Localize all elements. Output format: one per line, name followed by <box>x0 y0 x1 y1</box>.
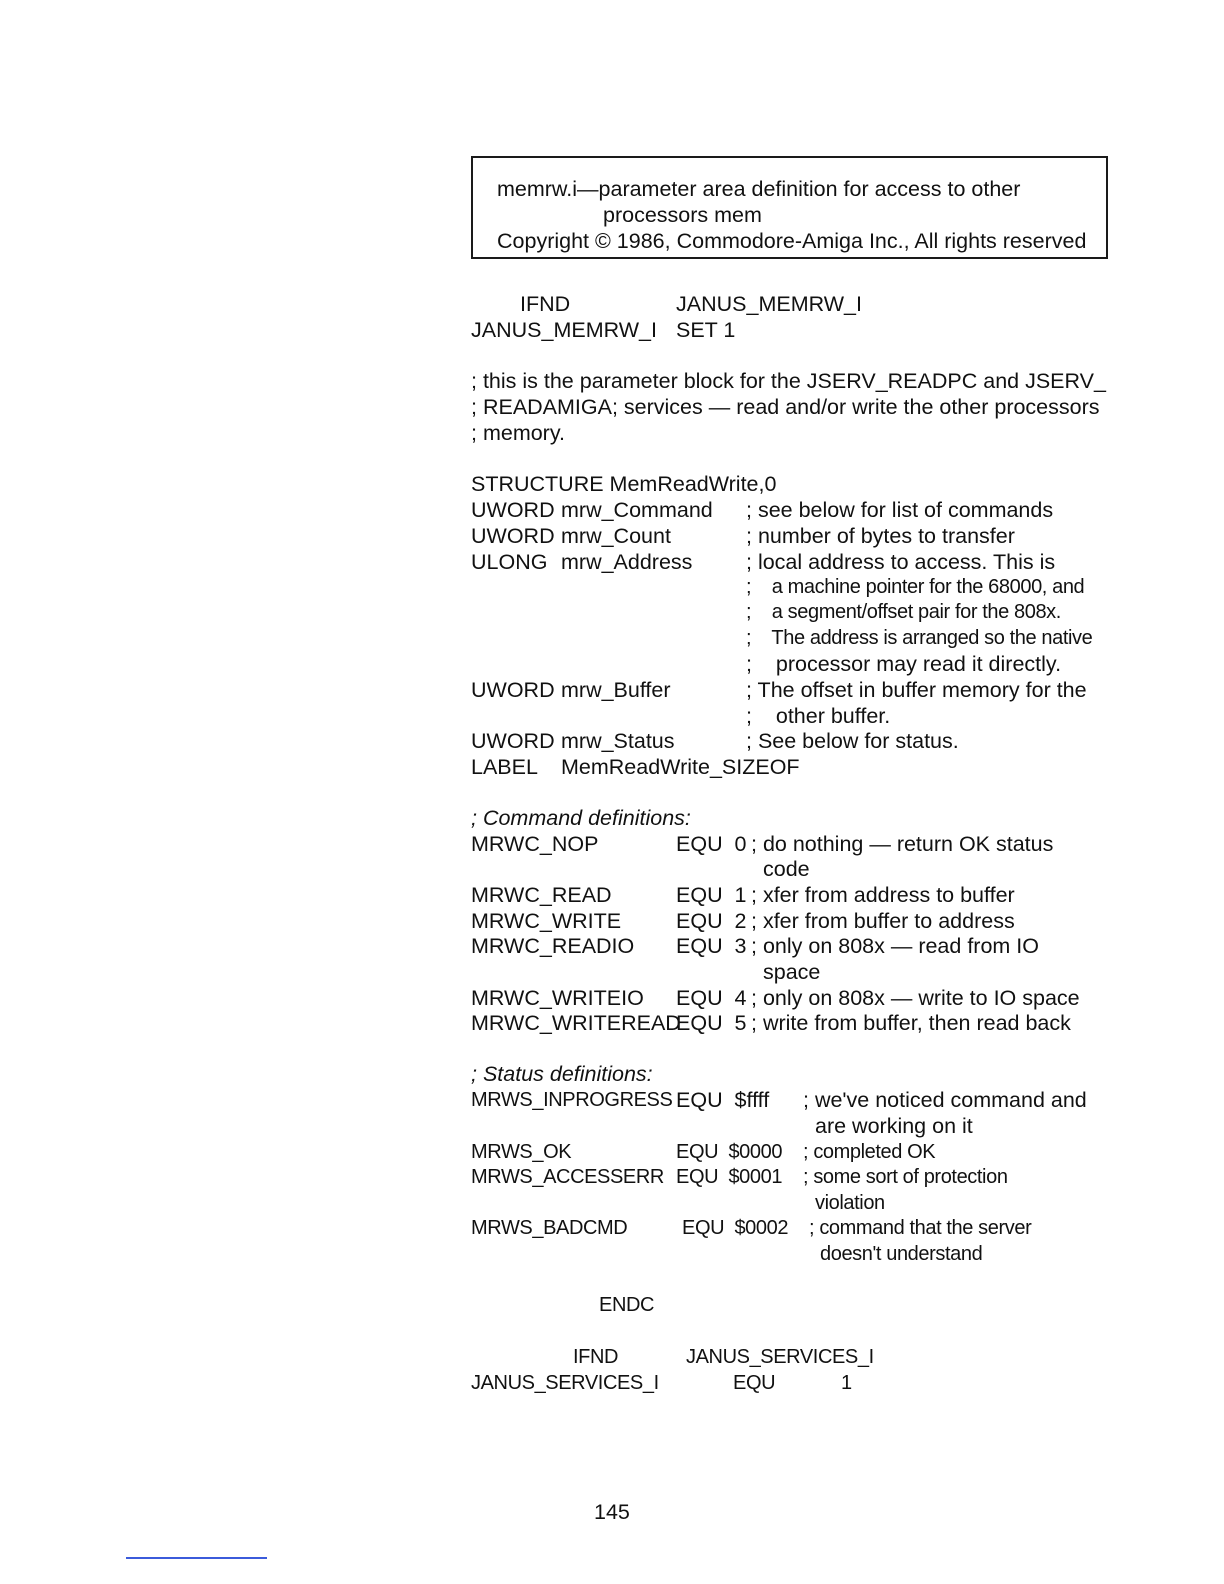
command-comment-continuation: code <box>763 857 810 881</box>
command-name: MRWC_READIO <box>471 934 635 958</box>
set-statement: SET 1 <box>676 318 736 342</box>
address-comment-continuation: ; processor may read it directly. <box>746 652 1062 676</box>
status-comment: ; command that the server <box>809 1217 1032 1239</box>
header-title-line: memrw.i—parameter area definition for access to other <box>497 177 1021 201</box>
ifnd-keyword: IFND <box>573 1346 619 1368</box>
copyright-line: Copyright © 1986, Commodore-Amiga Inc., All rights reserved <box>497 229 1087 253</box>
status-name: MRWS_ACCESSERR <box>471 1166 664 1188</box>
field-name: mrw_Buffer <box>561 678 671 702</box>
address-comment-continuation: ; a machine pointer for the 68000, and <box>746 576 1085 598</box>
command-comment: ; only on 808x — write to IO space <box>751 986 1080 1010</box>
buffer-comment-continuation: ; other buffer. <box>746 704 891 728</box>
intro-comment-line: ; READAMIGA; services — read and/or write the other processors <box>471 395 1100 419</box>
intro-comment-line: ; memory. <box>471 421 565 445</box>
field-name: mrw_Address <box>561 550 693 574</box>
status-comment: ; we've noticed command and <box>803 1088 1087 1112</box>
status-name: MRWS_OK <box>471 1141 572 1163</box>
label-name: MemReadWrite_SIZEOF <box>561 755 800 779</box>
intro-comment-line: ; this is the parameter block for the JSERV_READPC and JSERV_ <box>471 369 1106 393</box>
field-type: UWORD <box>471 524 555 548</box>
command-name: MRWC_WRITE <box>471 909 622 933</box>
command-equ: EQU 2 <box>676 909 747 933</box>
field-type: UWORD <box>471 498 555 522</box>
ifnd-keyword: IFND <box>520 292 571 316</box>
field-comment: ; The offset in buffer memory for the <box>746 678 1087 702</box>
status-equ: EQU $ffff <box>676 1088 770 1112</box>
status-comment: ; some sort of protection <box>803 1166 1008 1188</box>
command-comment-continuation: space <box>763 960 821 984</box>
structure-header: STRUCTURE MemReadWrite,0 <box>471 472 777 496</box>
equ-keyword: EQU <box>733 1372 776 1394</box>
field-comment: ; see below for list of commands <box>746 498 1054 522</box>
command-name: MRWC_NOP <box>471 832 599 856</box>
status-comment-continuation: violation <box>815 1192 885 1214</box>
endc-keyword: ENDC <box>599 1294 655 1316</box>
ifnd-symbol: JANUS_MEMRW_I <box>676 292 862 316</box>
status-comment: ; completed OK <box>803 1141 936 1163</box>
command-comment: ; xfer from address to buffer <box>751 883 1015 907</box>
field-comment: ; number of bytes to transfer <box>746 524 1015 548</box>
equ-symbol: JANUS_SERVICES_I <box>471 1372 659 1394</box>
field-comment: ; See below for status. <box>746 729 959 753</box>
field-name: mrw_Count <box>561 524 671 548</box>
status-equ: EQU $0000 <box>676 1141 783 1163</box>
field-type: UWORD <box>471 678 555 702</box>
field-type: ULONG <box>471 550 548 574</box>
status-name: MRWS_INPROGRESS <box>471 1089 673 1111</box>
address-comment-continuation: ; The address is arranged so the native <box>746 627 1093 649</box>
address-comment-continuation: ; a segment/offset pair for the 808x. <box>746 601 1061 623</box>
set-symbol: JANUS_MEMRW_I <box>471 318 657 342</box>
command-equ: EQU 3 <box>676 934 747 958</box>
field-comment: ; local address to access. This is <box>746 550 1056 574</box>
field-name: mrw_Status <box>561 729 675 753</box>
command-definitions-heading: ; Command definitions: <box>471 806 691 830</box>
status-definitions-heading: ; Status definitions: <box>471 1062 653 1086</box>
command-equ: EQU 0 <box>676 832 747 856</box>
status-comment-continuation: doesn't understand <box>820 1243 983 1265</box>
command-name: MRWC_READ <box>471 883 612 907</box>
command-comment: ; do nothing — return OK status <box>751 832 1054 856</box>
command-equ: EQU 5 <box>676 1011 747 1035</box>
status-equ: EQU $0001 <box>676 1166 783 1188</box>
command-comment: ; only on 808x — read from IO <box>751 934 1039 958</box>
ifnd-symbol: JANUS_SERVICES_I <box>686 1346 874 1368</box>
footer-rule <box>126 1557 267 1559</box>
field-type: UWORD <box>471 729 555 753</box>
header-title-continuation: processors mem <box>603 203 762 227</box>
field-name: mrw_Command <box>561 498 713 522</box>
status-equ: EQU $0002 <box>682 1217 789 1239</box>
command-comment: ; xfer from buffer to address <box>751 909 1015 933</box>
command-name: MRWC_WRITEIO <box>471 986 644 1010</box>
page-number: 145 <box>594 1500 630 1524</box>
status-comment-continuation: are working on it <box>815 1114 973 1138</box>
equ-value: 1 <box>841 1372 852 1394</box>
command-equ: EQU 1 <box>676 883 747 907</box>
status-name: MRWS_BADCMD <box>471 1217 628 1239</box>
command-equ: EQU 4 <box>676 986 747 1010</box>
command-name: MRWC_WRITEREAD <box>471 1011 681 1035</box>
label-keyword: LABEL <box>471 755 538 779</box>
command-comment: ; write from buffer, then read back <box>751 1011 1071 1035</box>
